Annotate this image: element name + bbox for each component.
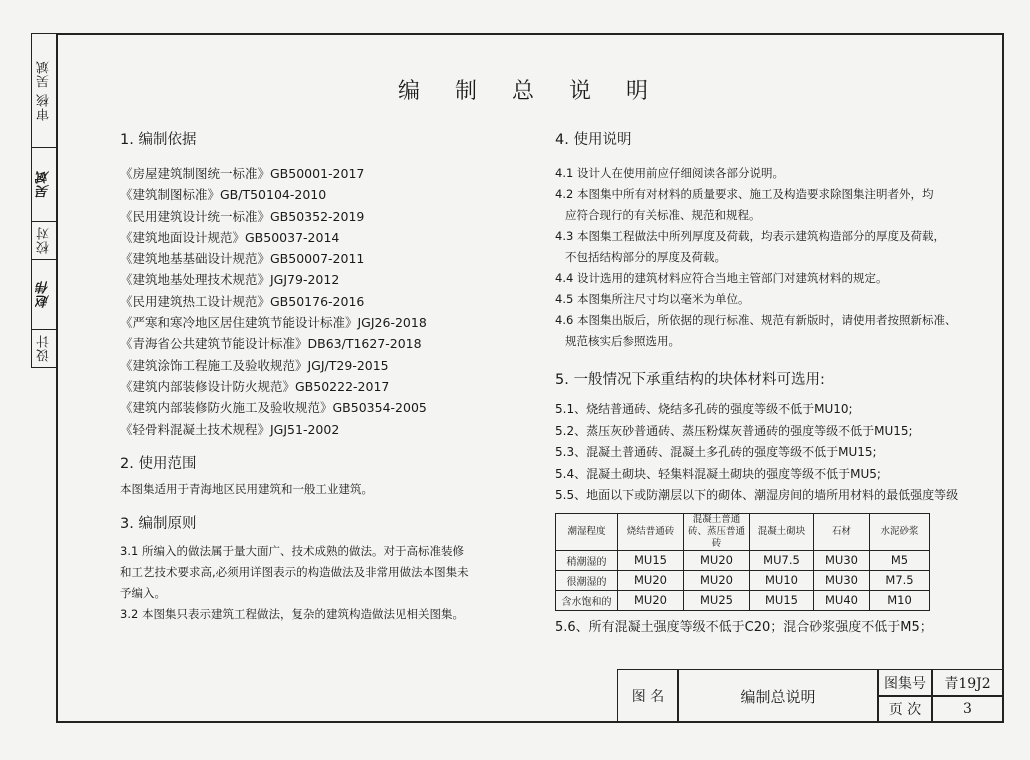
table-cell: MU20: [618, 590, 684, 610]
table-row: [556, 590, 930, 610]
table-row: [556, 570, 930, 590]
paragraph-line: 3.1 所编入的做法属于量大面广、技术成熟的做法。对于高标准装修: [120, 543, 464, 558]
table-cell: 稍潮湿的: [556, 550, 618, 570]
reference-item: 《建筑内部装修设计防火规范》GB50222-2017: [120, 378, 390, 394]
section-2-heading: 2. 使用范围: [120, 455, 197, 472]
table-cell: M7.5: [870, 570, 930, 590]
table-cell: MU15: [618, 550, 684, 570]
table-cell: MU10: [750, 570, 814, 590]
paragraph-line: 4.4 设计选用的建筑材料应符合当地主管部门对建筑材料的规定。: [555, 271, 888, 285]
section-5-heading: 5. 一般情况下承重结构的块体材料可选用:: [555, 372, 825, 388]
table-header-cell: 水泥砂浆: [870, 513, 930, 550]
reference-item: 《严寒和寒冷地区居住建筑节能设计标准》JGJ26-2018: [120, 315, 427, 331]
left-column: [120, 128, 540, 625]
table-cell: 很潮湿的: [556, 570, 618, 590]
paragraph-line: 应符合现行的有关标准、规范和规程。: [565, 208, 761, 222]
section-5-6-text: 5.6、所有混凝土强度等级不低于C20；混合砂浆强度不低于M5；: [555, 619, 933, 635]
section-4-heading: 4. 使用说明: [555, 132, 632, 148]
drawing-name-label: 图 名: [617, 669, 679, 723]
reference-item: 《民用建筑设计统一标准》GB50352-2019: [120, 208, 365, 224]
section-1-heading: 1. 编制依据: [120, 132, 197, 148]
paragraph-line: 4.2 本图集中所有对材料的质量要求、施工及构造要求除图集注明者外，均: [555, 187, 934, 201]
table-cell: MU30: [814, 570, 870, 590]
page-number-label: 页 次: [877, 695, 933, 723]
section-2-text: 本图集适用于青海地区民用建筑和一般工业建筑。: [120, 481, 373, 496]
table-cell: M10: [870, 590, 930, 610]
proofread-label: 校对: [36, 226, 52, 254]
table-cell: M5: [870, 550, 930, 570]
paragraph-line: 予编入。: [120, 585, 166, 600]
reference-item: 《建筑涂饰工程施工及验收规范》JGJ/T29-2015: [120, 357, 389, 373]
reviewer-signature: 吴斌: [36, 170, 52, 198]
table-cell: MU25: [684, 590, 750, 610]
sidebar-cell-design: [32, 329, 56, 366]
reference-item: 《民用建筑热工设计规范》GB50176-2016: [120, 293, 365, 309]
title-block: [617, 669, 1004, 723]
table-header-cell: 混凝土普通砖、蒸压普通砖: [684, 513, 750, 550]
review-sidebar: [31, 33, 58, 368]
sidebar-cell-proofread: [32, 221, 56, 260]
paragraph-line: 规范核实后参照选用。: [565, 334, 680, 348]
table-cell: MU20: [618, 570, 684, 590]
drawing-name-value: 编制总说明: [677, 669, 879, 723]
sidebar-cell-review: [32, 34, 56, 148]
paragraph-line: 和工艺技术要求高,必须用详图表示的构造做法及非常用做法本图集未: [120, 564, 469, 579]
reference-item: 《房屋建筑制图统一标准》GB50001-2017: [120, 166, 365, 181]
page-number-value: 3: [931, 695, 1004, 723]
table-header-cell: 烧结普通砖: [618, 513, 684, 550]
table-cell: MU7.5: [750, 550, 814, 570]
section-3-heading: 3. 编制原则: [120, 515, 197, 532]
table-header-cell: 混凝土砌块: [750, 513, 814, 550]
table-row: [556, 550, 930, 570]
page-title: 编 制 总 说 明: [398, 79, 662, 104]
right-column: [555, 128, 985, 638]
reference-item: 《建筑地基基础设计规范》GB50007-2011: [120, 251, 365, 267]
paragraph-line: 4.6 本图集出版后，所依据的现行标准、规范有新版时，请使用者按照新标准、: [555, 313, 957, 327]
design-label: 设计: [36, 333, 52, 362]
table-cell: MU30: [814, 550, 870, 570]
proofreader-signature: 赵伟: [36, 280, 52, 308]
paragraph-line: 5.2、蒸压灰砂普通砖、蒸压粉煤灰普通砖的强度等级不低于MU15;: [555, 423, 913, 438]
paragraph-line: 4.1 设计人在使用前应仔细阅读各部分说明。: [555, 166, 784, 180]
paragraph-line: 3.2 本图集只表示建筑工程做法，复杂的建筑构造做法见相关图集。: [120, 606, 464, 621]
reference-list: [120, 163, 540, 440]
atlas-number-label: 图集号: [877, 669, 933, 697]
section-4-body: [555, 163, 985, 352]
paragraph-line: 5.3、混凝土普通砖、混凝土多孔砖的强度等级不低于MU15;: [555, 445, 877, 459]
table-cell: MU15: [750, 590, 814, 610]
atlas-number-value: 青19J2: [931, 669, 1004, 697]
reference-item: 《青海省公共建筑节能设计标准》DB63/T1627-2018: [120, 336, 422, 352]
paragraph-line: 4.5 本图集所注尺寸均以毫米为单位。: [555, 292, 750, 306]
section-3-body: [120, 541, 540, 625]
reference-item: 《建筑制图标准》GB/T50104-2010: [120, 187, 327, 203]
sidebar-cell-signature-2: [32, 259, 56, 330]
section-5-body: [555, 399, 985, 507]
table-header-row: [556, 513, 930, 550]
table-header-cell: 潮湿程度: [556, 513, 618, 550]
reference-item: 《建筑内部装修防火施工及验收规范》GB50354-2005: [120, 400, 427, 416]
sidebar-cell-signature-1: [32, 147, 56, 222]
paragraph-line: 5.4、混凝土砌块、轻集料混凝土砌块的强度等级不低于MU5;: [555, 466, 881, 481]
paragraph-line: 4.3 本图集工程做法中所列厚度及荷载，均表示建筑构造部分的厚度及荷载，: [555, 229, 945, 243]
table-cell: 含水饱和的: [556, 590, 618, 610]
table-header-cell: 石材: [814, 513, 870, 550]
reference-item: 《轻骨料混凝土技术规程》JGJ51-2002: [120, 421, 340, 437]
table-cell: MU20: [684, 550, 750, 570]
table-cell: MU20: [684, 570, 750, 590]
paragraph-line: 5.1、烧结普通砖、烧结多孔砖的强度等级不低于MU10;: [555, 402, 853, 416]
reference-item: 《建筑地面设计规范》GB50037-2014: [120, 229, 340, 245]
table-cell: MU40: [814, 590, 870, 610]
paragraph-line: 不包括结构部分的厚度及荷载。: [565, 250, 726, 264]
reference-item: 《建筑地基处理技术规范》JGJ79-2012: [120, 272, 340, 288]
material-grade-table: [555, 513, 930, 611]
review-label: 审核 吴斌: [36, 59, 52, 122]
paragraph-line: 5.5、地面以下或防潮层以下的砌体、潮湿房间的墙所用材料的最低强度等级: [555, 488, 959, 502]
